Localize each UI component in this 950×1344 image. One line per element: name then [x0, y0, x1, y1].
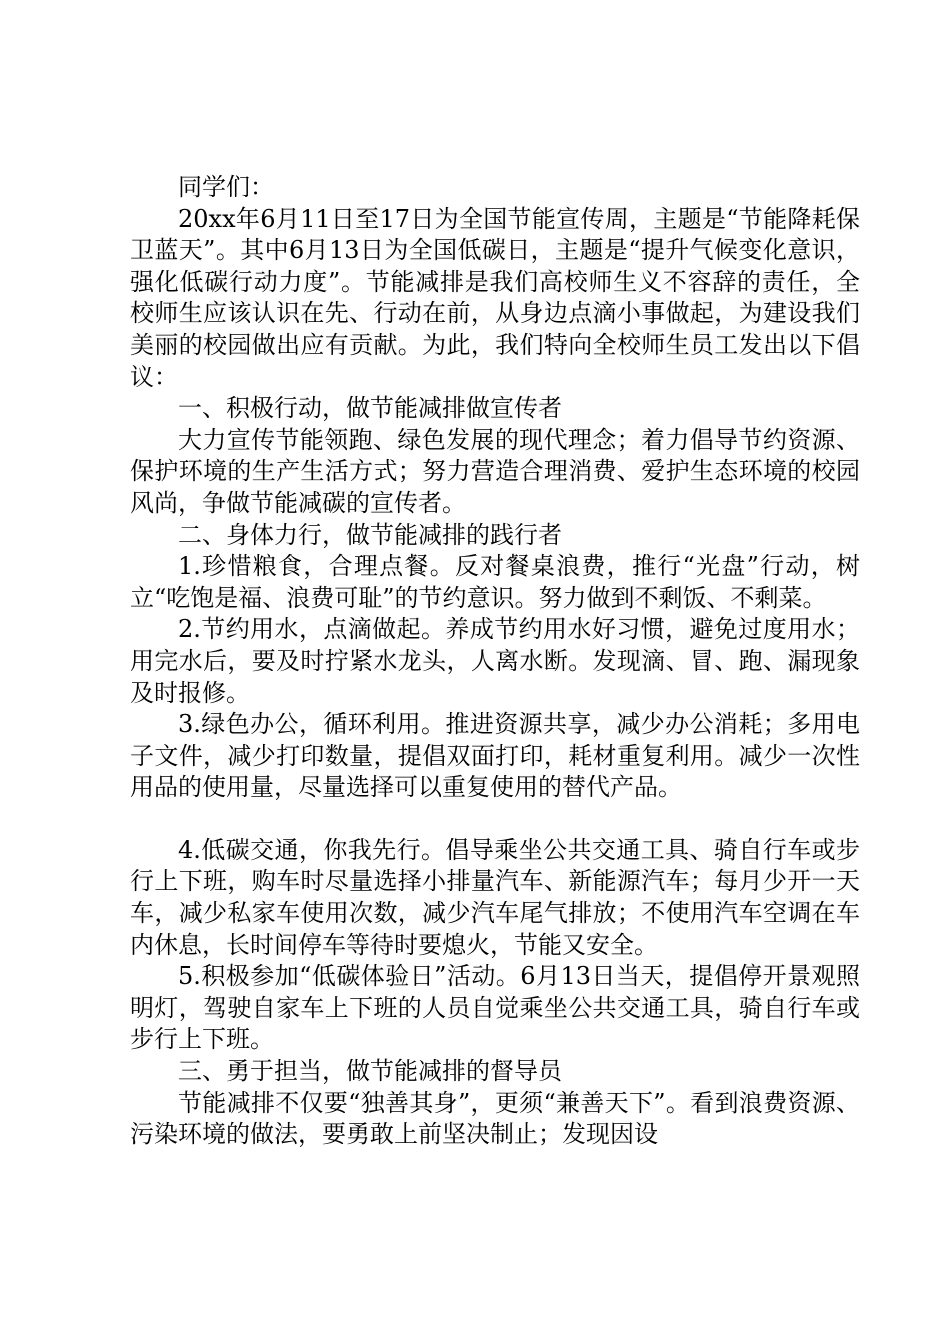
list-item-2: 2.节约用水，点滴做起。养成节约用水好习惯，避免过度用水；用完水后，要及时拧紧水龙头，人离水断。发现滴、冒、跑、漏现象及时报修。 — [130, 615, 860, 707]
list-item-5: 5.积极参加“低碳体验日”活动。6月13日当天，提倡停开景观照明灯，驾驶自家车上下班的人员自觉乘坐公共交通工具，骑自行车或步行上下班。 — [130, 962, 860, 1054]
list-item-4: 4.低碳交通，你我先行。倡导乘坐公共交通工具、骑自行车或步行上下班，购车时尽量选择小排量汽车、新能源汽车；每月少开一天车，减少私家车使用次数，减少汽车尾气排放；不使用汽车空调在车内休息，长时间停车等待时要熄火，节能又安全。 — [130, 835, 860, 959]
section3-paragraph: 节能减排不仅要“独善其身”，更须“兼善天下”。看到浪费资源、污染环境的做法，要勇敢上前坚决制止；发现因设 — [130, 1088, 860, 1149]
intro-paragraph: 20xx年6月11日至17日为全国节能宣传周，主题是“节能降耗保卫蓝天”。其中6月13日为全国低碳日，主题是“提升气候变化意识，强化低碳行动力度”。节能减排是我们高校师生义不容辞的责任，全校师生应该认识在先、行动在前，从身边点滴小事做起，为建设我们美丽的校园做出应有贡献。为此，我们特向全校师生员工发出以下倡议： — [130, 204, 860, 391]
list-item-3: 3.绿色办公，循环利用。推进资源共享，减少办公消耗；多用电子文件，减少打印数量，提倡双面打印，耗材重复利用。减少一次性用品的使用量，尽量选择可以重复使用的替代产品。 — [130, 710, 860, 802]
paragraph-gap — [130, 804, 860, 835]
salutation: 同学们： — [178, 173, 274, 201]
section2-heading: 二、身体力行，做节能减排的践行者 — [178, 520, 562, 549]
section1-heading: 一、积极行动，做节能减排做宣传者 — [178, 394, 562, 423]
section3-heading: 三、勇于担当，做节能减排的督导员 — [178, 1057, 562, 1086]
section1-paragraph: 大力宣传节能领跑、绿色发展的现代理念；着力倡导节约资源、保护环境的生产生活方式；努力营造合理消费、爱护生态环境的校园风尚，争做节能减碳的宣传者。 — [130, 425, 860, 517]
list-item-1: 1.珍惜粮食，合理点餐。反对餐桌浪费，推行“光盘”行动，树立“吃饱是福、浪费可耻”的节约意识。努力做到不剩饭、不剩菜。 — [130, 552, 860, 612]
document-page — [130, 172, 860, 1151]
